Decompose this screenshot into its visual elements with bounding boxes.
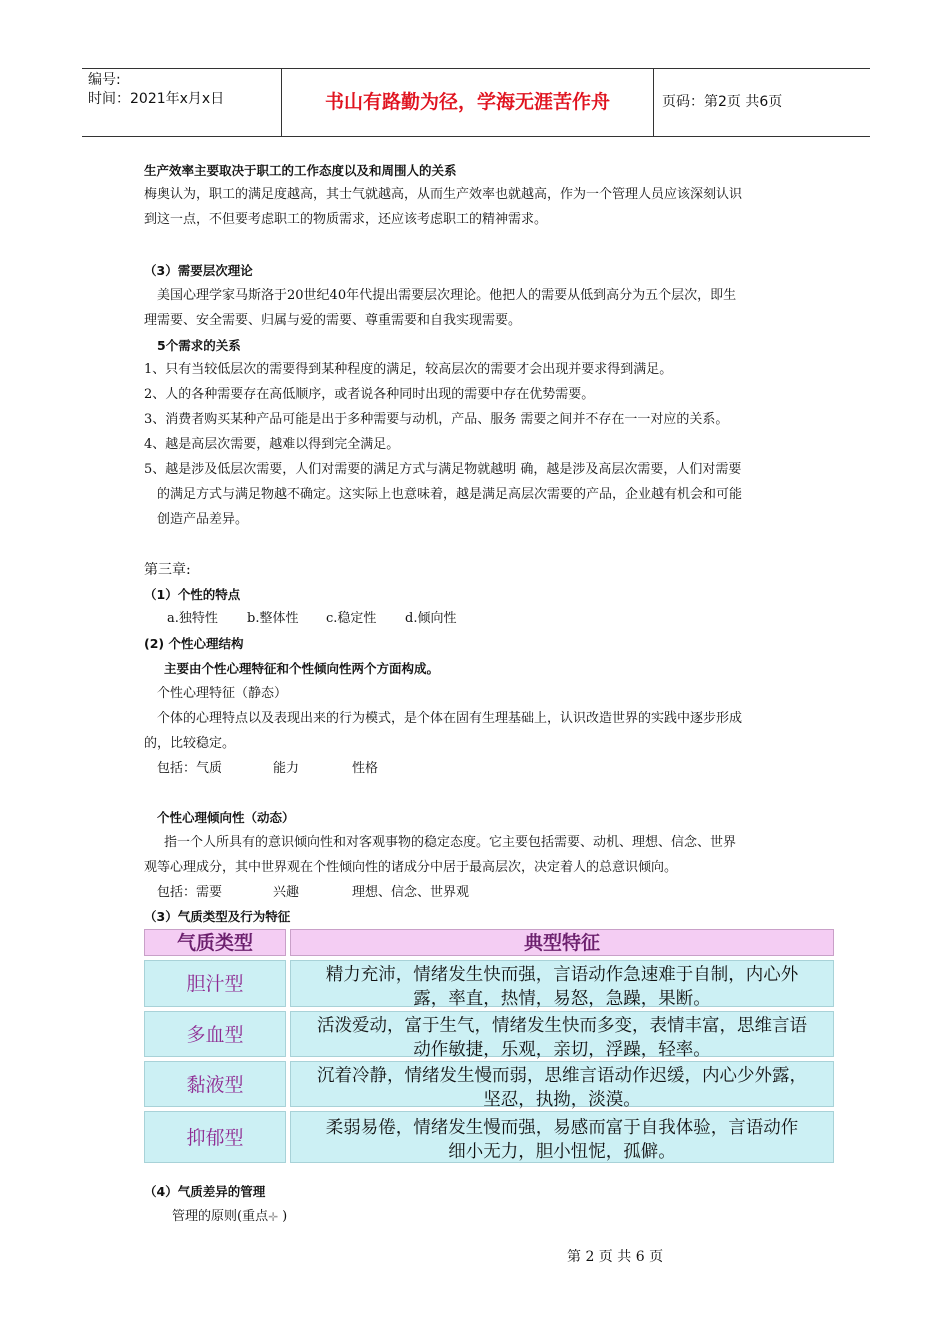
- header-meta: [82, 69, 282, 136]
- paragraph-line: 观等心理成分，其中世界观在个性倾向性的诸成分中居于最高层次，决定着人的总意识倾向。: [144, 860, 678, 875]
- feature-line: 活泼爱动，富于生气，情绪发生快而多变，表情丰富，思维言语: [317, 1016, 807, 1036]
- type-cell: 抑郁型: [144, 1111, 286, 1163]
- paragraph-line: 指一个人所具有的意识倾向性和对客观事物的稳定态度。它主要包括需要、动机、理想、信念、世界: [164, 835, 737, 850]
- feature-cell: [290, 1111, 834, 1163]
- paragraph-line: 的，比较稳定。: [144, 736, 236, 751]
- paragraph-line: 个性心理特征（静态）: [157, 686, 288, 701]
- section-title: （3）需要层次理论: [144, 263, 253, 278]
- paragraph-line: 美国心理学家马斯洛于20世纪40年代提出需要层次理论。他把人的需要从低到高分为五个层次，即生: [157, 288, 737, 303]
- feature-line: 细小无力，胆小忸怩，孤僻。: [448, 1142, 676, 1162]
- section-title: （3）气质类型及行为特征: [144, 909, 291, 924]
- section-subtitle: 主要由个性心理特征和个性倾向性两个方面构成。: [164, 661, 440, 676]
- page-footer: 第 2 页 共 6 页: [567, 1249, 664, 1265]
- column-header-type: 气质类型: [144, 929, 286, 956]
- feature-cell: [290, 1011, 834, 1060]
- chapter-title: 第三章:: [144, 562, 191, 578]
- section-title: （1）个性的特点: [144, 587, 241, 602]
- principle-text: 管理的原则(重点: [172, 1209, 269, 1224]
- table-header-row: [144, 929, 834, 956]
- feature-cell: [290, 960, 834, 1007]
- section-title: （4）气质差异的管理: [144, 1184, 266, 1199]
- principle-line: [172, 1208, 287, 1226]
- list-item-cont: 的满足方式与满足物越不确定。这实际上也意味着，越是满足高层次需要的产品，企业越有机会和可能: [157, 487, 743, 502]
- feature-line: 沉着冷静，情绪发生慢而弱，思维言语动作迟缓，内心少外露，: [317, 1066, 807, 1086]
- type-cell: 黏液型: [144, 1061, 286, 1107]
- list-item-cont: 创造产品差异。: [157, 512, 249, 527]
- section-subtitle: 个性心理倾向性（动态）: [157, 810, 295, 825]
- type-cell: 胆汁型: [144, 960, 286, 1007]
- feature-line: 动作敏捷，乐观，亲切，浮躁，轻率。: [413, 1040, 711, 1060]
- includes-label: 包括：气质: [157, 761, 223, 776]
- p1-title: 生产效率主要取决于职工的工作态度以及和周围人的关系: [144, 163, 457, 178]
- feature-line: 坚忍，执拗，淡漠。: [483, 1090, 641, 1110]
- list-item: 2、人的各种需要存在高低顺序，或者说各种同时出现的需要中存在优势需要。: [144, 387, 595, 402]
- section-title: 5个需求的关系: [157, 338, 241, 353]
- includes-item: 兴趣: [273, 885, 300, 900]
- list-item: 5、越是涉及低层次需要，人们对需要的满足方式与满足物就越明 确，越是涉及高层次需要，人们对需要: [144, 462, 742, 477]
- list-item: 1、只有当较低层次的需要得到某种程度的满足，较高层次的需要才会出现并要求得到满足。: [144, 362, 673, 377]
- motto: 书山有路勤为径，学海无涯苦作舟: [282, 69, 654, 136]
- temperament-table: [144, 929, 834, 1165]
- p1-line: 到这一点，不但要考虑职工的物质需求，还应该考虑职工的精神需求。: [144, 212, 548, 227]
- plus-icon: ✛: [268, 1210, 279, 1224]
- feature-line: 柔弱易倦，情绪发生慢而强，易感而富于自我体验，言语动作: [325, 1118, 799, 1138]
- feature-line: 精力充沛，情绪发生快而强，言语动作急速难于自制，内心外: [325, 965, 799, 985]
- feature-line: 露，率直，热情，易怒，急躁，果断。: [413, 989, 711, 1009]
- p1-line: 梅奥认为，职工的满足度越高，其士气就越高，从而生产效率也就越高，作为一个管理人员应该深刻认识: [144, 187, 743, 202]
- page-header: [82, 68, 870, 137]
- code-label: 编号:: [88, 72, 121, 88]
- list-item: 3、消费者购买某种产品可能是出于多种需要与动机，产品、服务 需要之间并不存在一一对应的关系。: [144, 412, 729, 427]
- trait-b: b.整体性: [247, 611, 299, 626]
- includes-item: 性格: [352, 761, 379, 776]
- includes-label: 包括：需要: [157, 885, 223, 900]
- paragraph-line: 理需要、安全需要、归属与爱的需要、尊重需要和自我实现需要。: [144, 313, 522, 328]
- feature-cell: [290, 1061, 834, 1110]
- trait-d: d.倾向性: [405, 611, 457, 626]
- section-title: (2) 个性心理结构: [144, 636, 244, 651]
- table-row: [144, 960, 834, 1007]
- table-row: [144, 1111, 834, 1163]
- includes-item: 能力: [273, 761, 300, 776]
- column-header-features: 典型特征: [290, 929, 834, 956]
- list-item: 4、越是高层次需要，越难以得到完全满足。: [144, 437, 400, 452]
- table-row: [144, 1011, 834, 1060]
- trait-a: a.独特性: [167, 611, 218, 626]
- principle-close: ): [282, 1209, 288, 1224]
- includes-item: 理想、信念、世界观: [352, 885, 470, 900]
- time-label: 时间：2021年x月x日: [88, 91, 225, 107]
- paragraph-line: 个体的心理特点以及表现出来的行为模式，是个体在固有生理基础上，认识改造世界的实践中逐步形成: [157, 711, 743, 726]
- table-row: [144, 1061, 834, 1110]
- page-info: 页码：第2页 共6页: [662, 94, 783, 110]
- type-cell: 多血型: [144, 1011, 286, 1057]
- trait-c: c.稳定性: [326, 611, 377, 626]
